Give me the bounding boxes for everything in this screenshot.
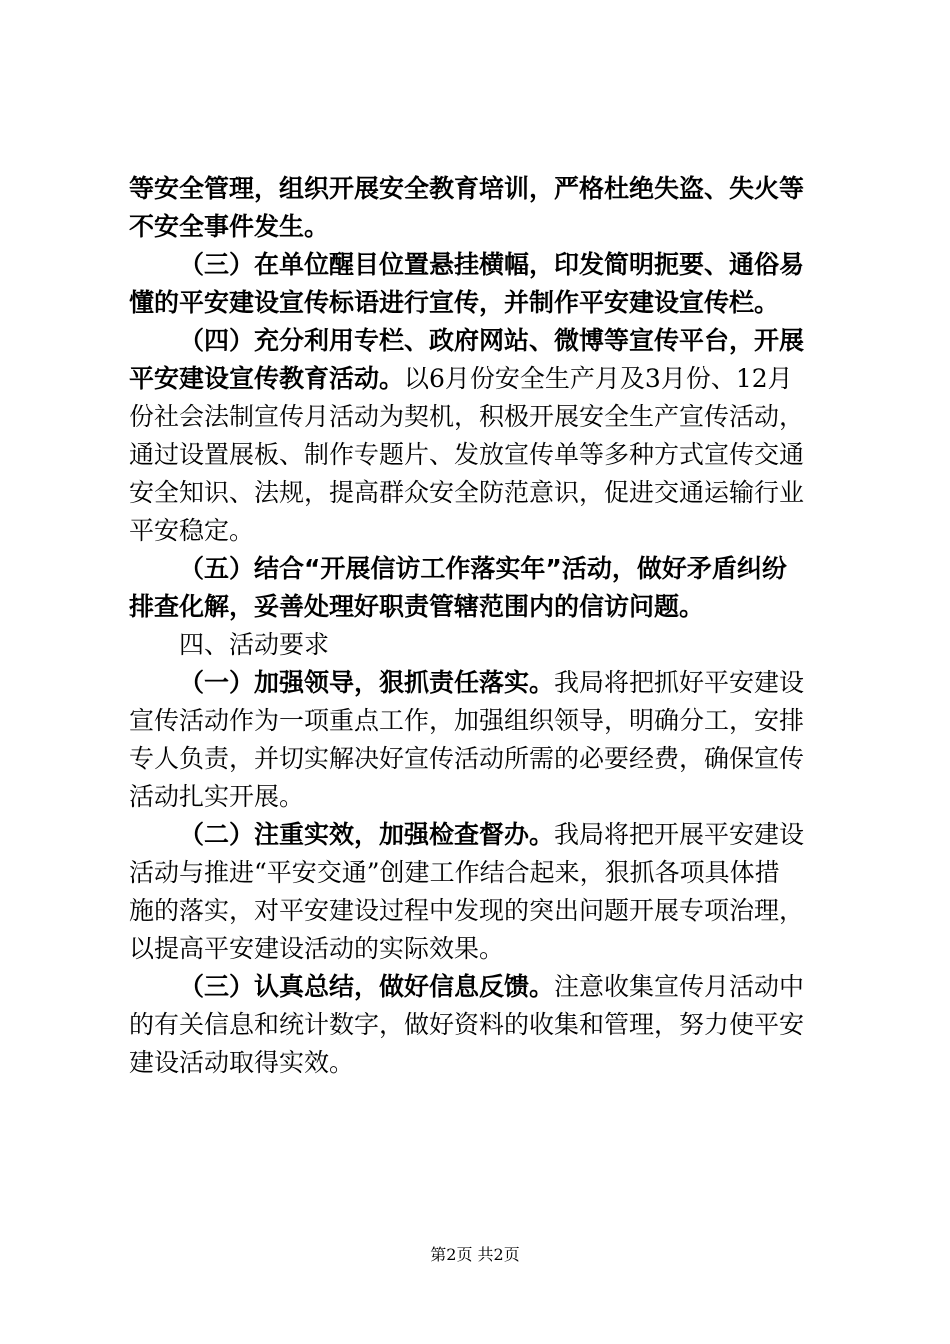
section-heading — [129, 626, 829, 664]
bold-text: （五）结合“开展信访工作落实年”活动，做好矛盾纠纷 — [179, 554, 787, 583]
body-text: 建设活动取得实效。 — [129, 1048, 355, 1077]
body-text: 施的落实，对平安建设过程中发现的突出问题开展专项治理， — [129, 896, 805, 925]
text-line — [129, 512, 829, 550]
body-text: 宣传活动作为一项重点工作，加强组织领导，明确分工，安排 — [129, 706, 805, 735]
bold-text: （一）加强领导，狠抓责任落实。 — [179, 668, 555, 697]
text-line — [129, 588, 829, 626]
body-text: 我局将把抓好平安建设 — [554, 668, 805, 697]
body-text: 活动扎实开展。 — [129, 782, 305, 811]
body-text: 份社会法制宣传月活动为契机，积极开展安全生产宣传活动， — [129, 402, 805, 431]
body-text: 以6月份安全生产月及3月份、12月 — [404, 364, 793, 393]
text-line — [129, 854, 829, 892]
text-line — [129, 1044, 829, 1082]
paragraph-start-line — [129, 322, 829, 360]
bold-text: 懂的平安建设宣传标语进行宣传，并制作平安建设宣传栏。 — [129, 288, 780, 317]
text-line — [129, 436, 829, 474]
bold-text: （二）注重实效，加强检查督办。 — [179, 820, 555, 849]
text-line — [129, 892, 829, 930]
page-number-footer: 第2页 共2页 — [430, 1245, 520, 1264]
text-line — [129, 1006, 829, 1044]
paragraph-start-line — [129, 550, 829, 588]
text-line — [129, 208, 829, 246]
paragraph-start-line — [129, 968, 829, 1006]
body-text: 通过设置展板、制作专题片、发放宣传单等多种方式宣传交通 — [129, 440, 805, 469]
body-text: 注意收集宣传月活动中 — [554, 972, 805, 1001]
paragraph-start-line — [129, 664, 829, 702]
text-line — [129, 740, 829, 778]
text-line — [129, 702, 829, 740]
bold-text: 平安建设宣传教育活动。 — [129, 364, 405, 393]
bold-text: （三）认真总结，做好信息反馈。 — [179, 972, 555, 1001]
text-line — [129, 474, 829, 512]
text-line — [129, 398, 829, 436]
bold-text: 不安全事件发生。 — [129, 212, 330, 241]
body-text: 以提高平安建设活动的实际效果。 — [129, 934, 505, 963]
paragraph-start-line — [129, 246, 829, 284]
body-text: 的有关信息和统计数字，做好资料的收集和管理，努力使平安 — [129, 1010, 805, 1039]
text-line — [129, 930, 829, 968]
bold-text: （三）在单位醒目位置悬挂横幅，印发简明扼要、通俗易 — [179, 250, 805, 279]
body-text: 专人负责，并切实解决好宣传活动所需的必要经费，确保宣传 — [129, 744, 805, 773]
text-line — [129, 170, 829, 208]
bold-text: 排查化解，妥善处理好职责管辖范围内的信访问题。 — [129, 592, 705, 621]
text-line — [129, 360, 829, 398]
heading-text: 四、活动要求 — [179, 630, 330, 659]
bold-text: （四）充分利用专栏、政府网站、微博等宣传平台，开展 — [179, 326, 805, 355]
paragraph-start-line — [129, 816, 829, 854]
text-line — [129, 284, 829, 322]
document-body — [129, 170, 829, 1082]
body-text: 我局将把开展平安建设 — [554, 820, 805, 849]
body-text: 活动与推进“平安交通”创建工作结合起来，狠抓各项具体措 — [129, 858, 780, 887]
body-text: 平安稳定。 — [129, 516, 255, 545]
body-text: 安全知识、法规，提高群众安全防范意识，促进交通运输行业 — [129, 478, 805, 507]
text-line — [129, 778, 829, 816]
bold-text: 等安全管理，组织开展安全教育培训，严格杜绝失盗、失火等 — [129, 174, 805, 203]
